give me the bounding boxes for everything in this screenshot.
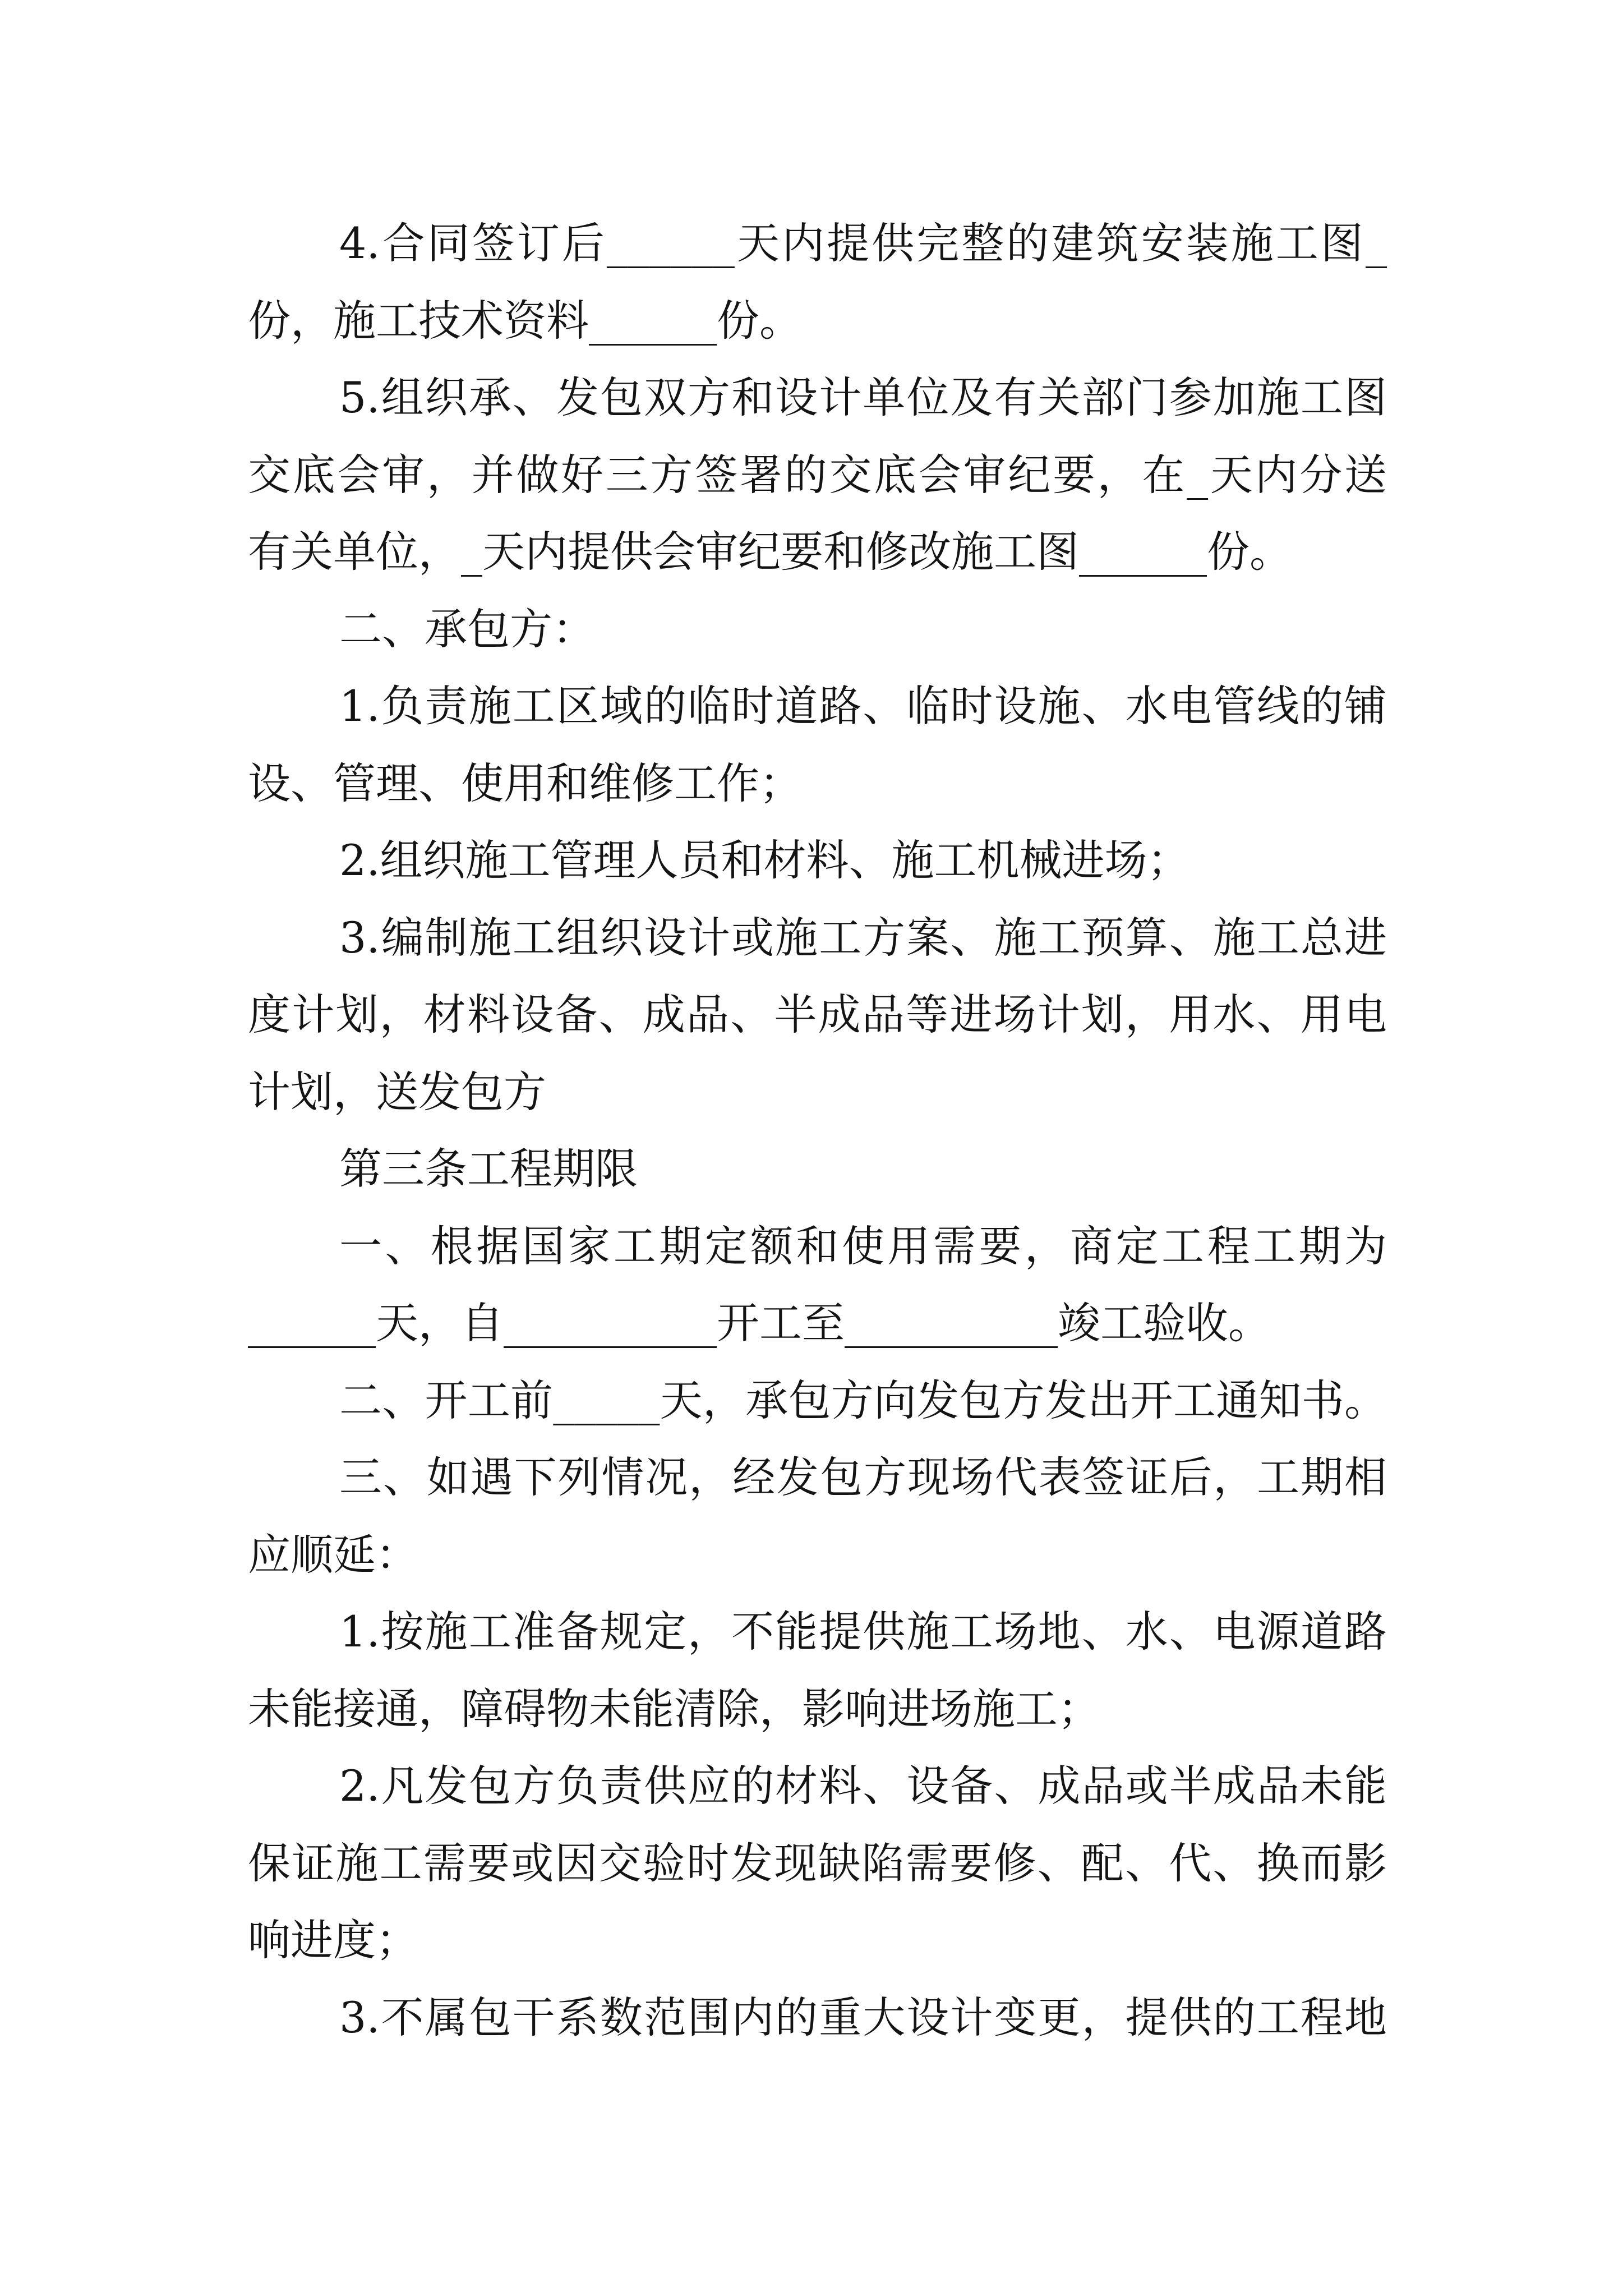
section-heading — [248, 1130, 1387, 1208]
text-line: 交底会审，并做好三方签署的交底会审纪要，在_天内分送 — [248, 449, 1387, 500]
paragraph — [248, 668, 1387, 822]
text-line: 3.不属包干系数范围内的重大设计变更，提供的工程地 — [339, 1992, 1387, 2042]
paragraph — [248, 1593, 1387, 1747]
text-line: 未能接通，障碍物未能清除，影响进场施工； — [248, 1683, 1100, 1734]
text-line: 3.编制施工组织设计或施工方案、施工预算、施工总进 — [339, 912, 1387, 963]
text-line: ______天，自__________开工至__________竣工验收。 — [248, 1298, 1271, 1348]
text-line: 三、如遇下列情况，经发包方现场代表签证后，工期相 — [339, 1452, 1387, 1502]
contract-text — [248, 205, 1387, 2056]
text-line: 1.负责施工区域的临时道路、临时设施、水电管线的铺 — [339, 681, 1387, 731]
text-line: 二、开工前_____天，承包方向发包方发出开工通知书。 — [339, 1375, 1387, 1425]
text-line: 2.凡发包方负责供应的材料、设备、成品或半成品未能 — [339, 1761, 1387, 1811]
text-line: 保证施工需要或因交验时发现缺陷需要修、配、代、换而影 — [248, 1838, 1387, 1888]
text-line: 5.组织承、发包双方和设计单位及有关部门参加施工图 — [339, 372, 1387, 422]
text-line: 一、根据国家工期定额和使用需要，商定工程工期为 — [339, 1221, 1387, 1271]
paragraph — [248, 822, 1387, 899]
paragraph — [248, 1439, 1387, 1593]
text-line: 4.合同签订后______天内提供完整的建筑安装施工图_ — [339, 218, 1387, 268]
subsection-heading — [248, 591, 1387, 668]
paragraph — [248, 1208, 1387, 1362]
text-line: 份，施工技术资料______份。 — [248, 295, 802, 346]
text-line: 度计划，材料设备、成品、半成品等进场计划，用水、用电 — [248, 990, 1387, 1039]
paragraph — [248, 1362, 1387, 1439]
text-line: 计划，送发包方 — [248, 1066, 546, 1117]
text-line: 第三条工程期限 — [339, 1144, 638, 1194]
text-line: 响进度； — [248, 1915, 418, 1965]
text-line: 设、管理、使用和维修工作； — [248, 758, 802, 808]
text-line: 应顺延： — [248, 1529, 418, 1580]
text-line: 二、承包方： — [339, 604, 595, 654]
text-line: 有关单位，_天内提供会审纪要和修改施工图______份。 — [248, 527, 1292, 577]
paragraph — [248, 359, 1387, 591]
paragraph — [248, 1979, 1387, 2056]
paragraph — [248, 1747, 1387, 1979]
text-line: 2.组织施工管理人员和材料、施工机械进场； — [339, 835, 1190, 885]
paragraph — [248, 899, 1387, 1131]
text-line: 1.按施工准备规定，不能提供施工场地、水、电源道路 — [339, 1607, 1387, 1657]
paragraph — [248, 205, 1387, 359]
